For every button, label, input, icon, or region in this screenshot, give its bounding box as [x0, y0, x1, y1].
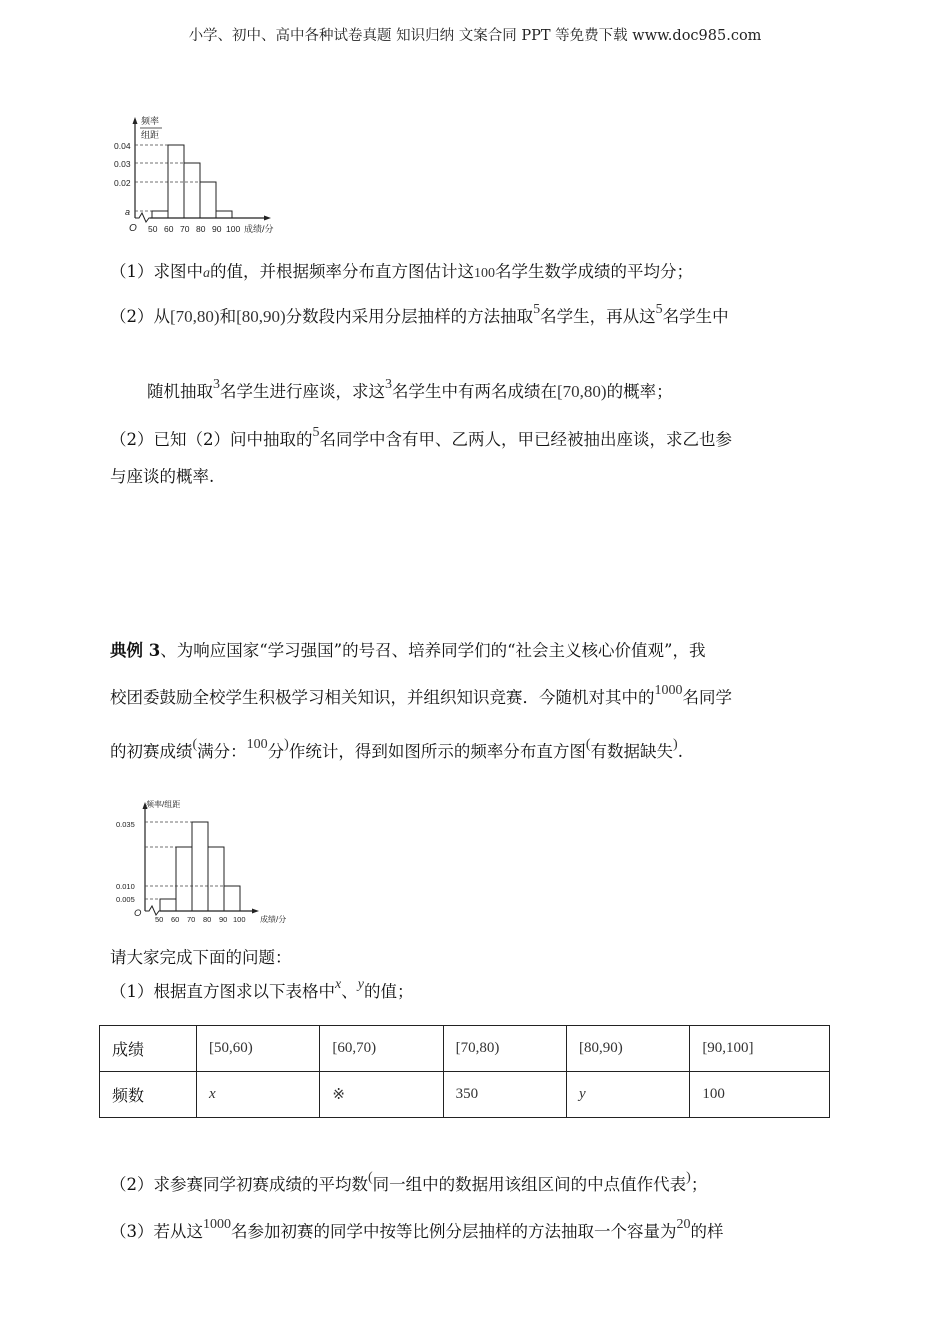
table-cell: x: [197, 1072, 320, 1118]
x-tick-80: 80: [196, 224, 206, 234]
table-row: [100, 1026, 830, 1072]
histogram-1: [108, 112, 288, 237]
table-cell: ※: [320, 1072, 443, 1118]
table-cell: [70,80): [443, 1026, 566, 1072]
q1-line3: 随机抽取$^3$名学生进行座谈，求这$^3$名学生中有两名成绩在[70,80)的概率；: [147, 377, 673, 401]
page-header: 小学、初中、高中各种试卷真题 知识归纳 文案合同 PPT 等免费下载 www.doc985.com: [188, 28, 762, 44]
x-tick-70: 70: [180, 224, 190, 234]
q3-3-line: （3）若从这$^{1000}$名参加初赛的同学中按等比例分层抽样的方法抽取一个容量为$^{20}$的样: [110, 1217, 724, 1241]
bar: [160, 899, 176, 911]
bar: [152, 211, 168, 218]
axis-break: [135, 213, 152, 222]
table-cell: 成绩: [100, 1026, 197, 1072]
x-axis-arrow: [252, 909, 259, 914]
bar: [224, 886, 240, 911]
ex3-line2: 校团委鼓励全校学生积极学习相关知识，并组织知识竞赛．今随机对其中的$^{1000}$名同学: [110, 683, 732, 707]
y-label-top: 频率: [141, 116, 160, 126]
histogram-2: [104, 797, 304, 927]
bar: [168, 145, 184, 218]
x-tick-60: 60: [171, 915, 180, 924]
prompt-line: 请大家完成下面的问题：: [110, 948, 292, 967]
y-tick-0.02: 0.02: [114, 178, 131, 188]
table-row: [100, 1072, 830, 1118]
table-cell: 频数: [100, 1072, 197, 1118]
table-cell: [50,60): [197, 1026, 320, 1072]
x-tick-70: 70: [187, 915, 196, 924]
x-tick-50: 50: [148, 224, 158, 234]
y-tick-0.010: 0.010: [116, 882, 135, 891]
table-cell: [90,100]: [690, 1026, 830, 1072]
table-cell: [80,90): [566, 1026, 689, 1072]
x-tick-50: 50: [155, 915, 164, 924]
q3-1-line: （1）根据直方图求以下表格中$^x$、$^y$的值；: [110, 977, 414, 1001]
y-tick-a: a: [125, 207, 131, 217]
axis-break: [145, 906, 161, 915]
table-cell: 350: [443, 1072, 566, 1118]
x-axis-label: 成绩/分: [260, 915, 287, 924]
y-tick-0.03: 0.03: [114, 159, 131, 169]
y-tick-0.005: 0.005: [116, 895, 135, 904]
origin-label: O: [134, 908, 142, 919]
x-axis-arrow: [264, 216, 271, 221]
bar: [192, 822, 208, 911]
y-label-bottom: 组距: [141, 130, 160, 140]
x-tick-60: 60: [164, 224, 174, 234]
x-tick-90: 90: [219, 915, 228, 924]
y-axis-arrow: [133, 117, 138, 124]
q1-line2: （2）从[70,80)和[80,90)分数段内采用分层抽样的方法抽取$^5$名学生，再从这$^5$名学生中: [110, 302, 729, 326]
bar: [200, 182, 216, 218]
q1-line1: （1）求图中a的值，并根据频率分布直方图估计这100名学生数学成绩的平均分；: [110, 262, 693, 281]
x-axis-label: 成绩/分: [244, 224, 274, 234]
bar: [176, 847, 192, 911]
bar: [216, 211, 232, 218]
origin-label: O: [129, 223, 137, 234]
x-tick-100: 100: [233, 915, 246, 924]
ex3-label: 典例 3: [110, 641, 161, 660]
table-cell: y: [566, 1072, 689, 1118]
y-tick-0.04: 0.04: [114, 141, 131, 151]
score-table: [99, 1025, 830, 1118]
y-tick-0.035: 0.035: [116, 820, 135, 829]
q3-2-line: （2）求参赛同学初赛成绩的平均数(同一组中的数据用该组区间的中点值作代表)；: [110, 1170, 708, 1194]
y-label: 频率/组距: [146, 800, 181, 809]
bar: [184, 163, 200, 218]
q1-line4: （2）已知（2）问中抽取的$^5$名同学中含有甲、乙两人，甲已经被抽出座谈，求乙也参: [110, 425, 732, 449]
q1-line5: 与座谈的概率.: [110, 467, 215, 486]
ex3-line1: 典例 3、为响应国家“学习强国”的号召、培养同学们的“社会主义核心价值观”，我: [110, 641, 706, 660]
bar: [208, 847, 224, 911]
x-tick-90: 90: [212, 224, 222, 234]
table-cell: 100: [690, 1072, 830, 1118]
ex3-line3: 的初赛成绩(满分：$^{100}$分)作统计，得到如图所示的频率分布直方图(有数据缺失).: [110, 737, 683, 761]
x-tick-80: 80: [203, 915, 212, 924]
x-tick-100: 100: [226, 224, 241, 234]
table-cell: [60,70): [320, 1026, 443, 1072]
